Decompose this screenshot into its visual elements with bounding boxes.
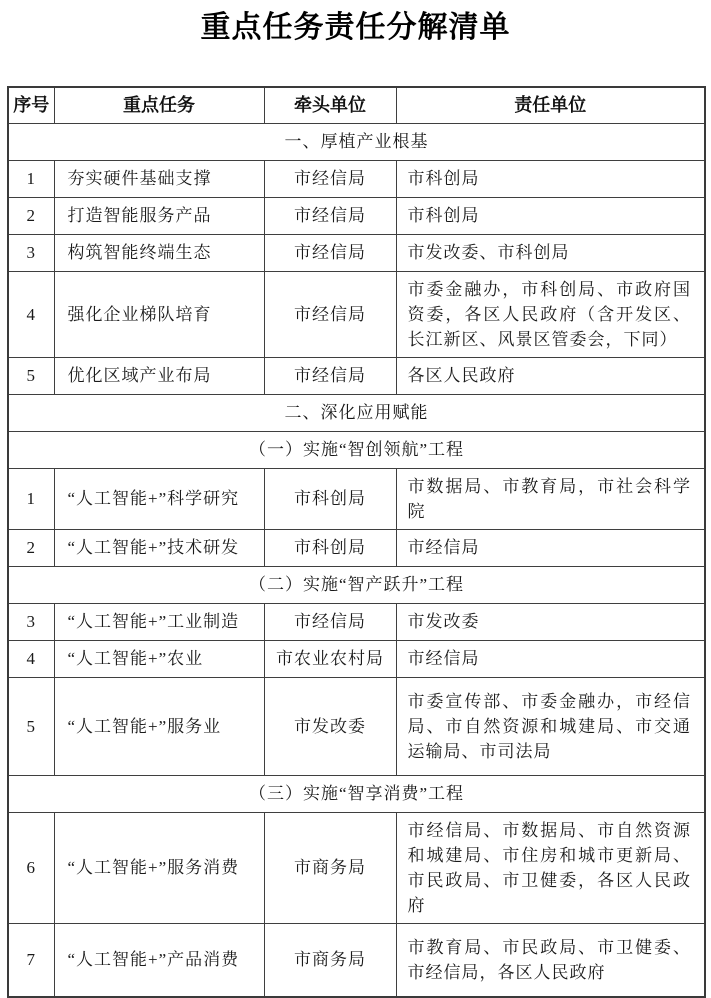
responsible-units: 市科创局 — [396, 160, 705, 197]
task-name: 打造智能服务产品 — [54, 197, 264, 234]
task-name: 强化企业梯队培育 — [54, 271, 264, 357]
section-label: （一）实施“智创领航”工程 — [8, 431, 705, 468]
column-header-lead-unit: 牵头单位 — [264, 87, 396, 123]
responsible-units: 市发改委 — [396, 603, 705, 640]
responsible-units: 市科创局 — [396, 197, 705, 234]
table-row — [8, 923, 705, 997]
row-number: 3 — [8, 234, 54, 271]
section-row — [8, 394, 705, 431]
lead-unit: 市经信局 — [264, 234, 396, 271]
table-body — [8, 123, 705, 997]
responsible-units: 市委金融办，市科创局、市政府国资委，各区人民政府（含开发区、长江新区、风景区管委会，下同） — [396, 271, 705, 357]
lead-unit: 市商务局 — [264, 812, 396, 923]
table-row — [8, 468, 705, 529]
section-label: 二、深化应用赋能 — [8, 394, 705, 431]
table-row — [8, 357, 705, 394]
lead-unit: 市经信局 — [264, 603, 396, 640]
lead-unit: 市发改委 — [264, 677, 396, 775]
responsible-units: 市经信局、市数据局、市自然资源和城建局、市住房和城市更新局、市民政局、市卫健委，各区人民政府 — [396, 812, 705, 923]
task-name: “人工智能+”产品消费 — [54, 923, 264, 997]
lead-unit: 市经信局 — [264, 197, 396, 234]
column-header-responsible-unit: 责任单位 — [396, 87, 705, 123]
row-number: 5 — [8, 357, 54, 394]
section-label: （三）实施“智享消费”工程 — [8, 775, 705, 812]
table-row — [8, 677, 705, 775]
task-name: 构筑智能终端生态 — [54, 234, 264, 271]
row-number: 1 — [8, 160, 54, 197]
task-name: “人工智能+”技术研发 — [54, 529, 264, 566]
responsible-units: 市数据局、市教育局，市社会科学院 — [396, 468, 705, 529]
row-number: 1 — [8, 468, 54, 529]
table-row — [8, 812, 705, 923]
responsible-units: 市教育局、市民政局、市卫健委、市经信局，各区人民政府 — [396, 923, 705, 997]
table-row — [8, 640, 705, 677]
responsible-units: 市经信局 — [396, 640, 705, 677]
responsible-units: 市发改委、市科创局 — [396, 234, 705, 271]
section-row — [8, 431, 705, 468]
task-name: “人工智能+”服务业 — [54, 677, 264, 775]
task-name: “人工智能+”服务消费 — [54, 812, 264, 923]
task-name: “人工智能+”农业 — [54, 640, 264, 677]
task-name: 夯实硬件基础支撑 — [54, 160, 264, 197]
section-row — [8, 775, 705, 812]
row-number: 5 — [8, 677, 54, 775]
section-label: 一、厚植产业根基 — [8, 123, 705, 160]
table-row — [8, 603, 705, 640]
responsibility-table — [7, 86, 706, 998]
responsible-units: 各区人民政府 — [396, 357, 705, 394]
lead-unit: 市商务局 — [264, 923, 396, 997]
lead-unit: 市科创局 — [264, 468, 396, 529]
responsible-units: 市委宣传部、市委金融办，市经信局、市自然资源和城建局、市交通运输局、市司法局 — [396, 677, 705, 775]
lead-unit: 市经信局 — [264, 160, 396, 197]
table-row — [8, 197, 705, 234]
table-row — [8, 271, 705, 357]
section-row — [8, 123, 705, 160]
row-number: 2 — [8, 197, 54, 234]
column-header-number: 序号 — [8, 87, 54, 123]
section-label: （二）实施“智产跃升”工程 — [8, 566, 705, 603]
lead-unit: 市经信局 — [264, 271, 396, 357]
row-number: 6 — [8, 812, 54, 923]
column-header-task: 重点任务 — [54, 87, 264, 123]
row-number: 4 — [8, 640, 54, 677]
table-row — [8, 234, 705, 271]
task-name: “人工智能+”科学研究 — [54, 468, 264, 529]
row-number: 3 — [8, 603, 54, 640]
row-number: 4 — [8, 271, 54, 357]
responsible-units: 市经信局 — [396, 529, 705, 566]
row-number: 7 — [8, 923, 54, 997]
lead-unit: 市科创局 — [264, 529, 396, 566]
task-name: 优化区域产业布局 — [54, 357, 264, 394]
lead-unit: 市农业农村局 — [264, 640, 396, 677]
lead-unit: 市经信局 — [264, 357, 396, 394]
table-row — [8, 529, 705, 566]
task-name: “人工智能+”工业制造 — [54, 603, 264, 640]
page-title: 重点任务责任分解清单 — [200, 11, 511, 44]
section-row — [8, 566, 705, 603]
table-header-row — [8, 87, 705, 123]
table-row — [8, 160, 705, 197]
row-number: 2 — [8, 529, 54, 566]
